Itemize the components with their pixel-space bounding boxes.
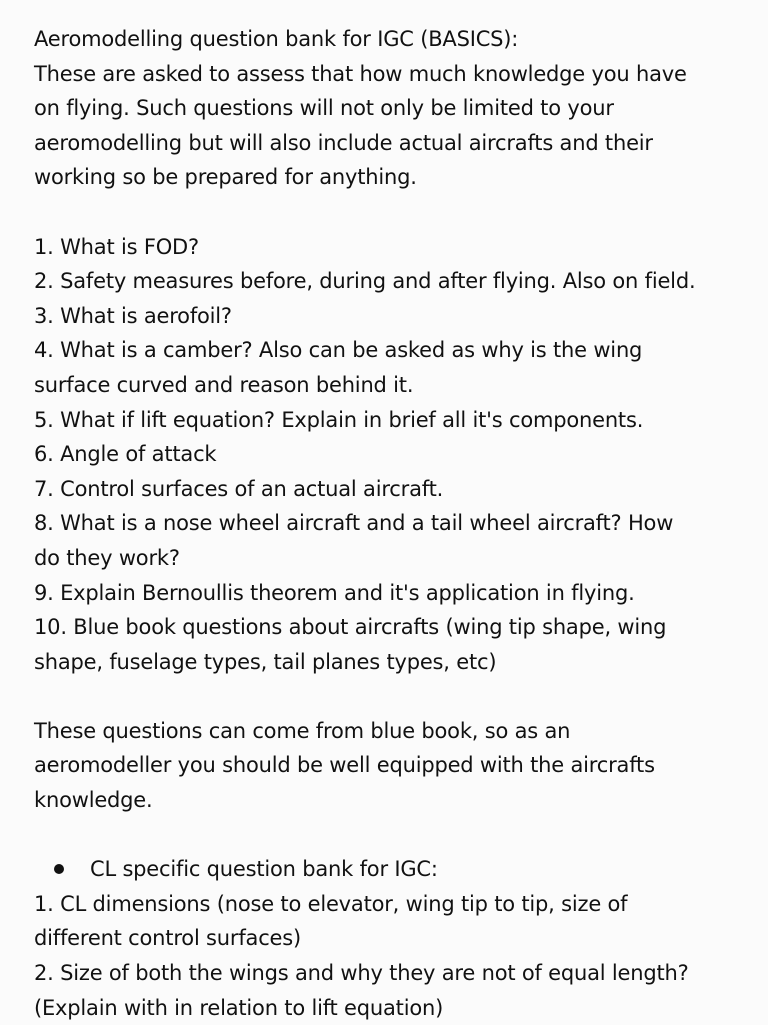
question-line: 5. What if lift equation? Explain in brief all it's components. xyxy=(34,407,644,432)
question-line: 8. What is a nose wheel aircraft and a tail wheel aircraft? How xyxy=(34,511,674,536)
question-line: 10. Blue book questions about aircrafts (wing tip shape, wing xyxy=(34,615,667,640)
question-line: do they work? xyxy=(34,545,180,570)
note-line: These questions can come from blue book, so as an xyxy=(34,718,571,743)
note-paragraph xyxy=(34,714,746,818)
questions-list xyxy=(34,230,746,680)
cl-question-line: 2. Size of both the wings and why they are not of equal length? xyxy=(34,961,689,986)
cl-question-line: 1. CL dimensions (nose to elevator, wing tip to tip, size of xyxy=(34,891,628,916)
intro-line: aeromodelling but will also include actual aircrafts and their xyxy=(34,130,653,155)
question-line: 7. Control surfaces of an actual aircraft. xyxy=(34,476,444,501)
cl-question-line: different control surfaces) xyxy=(34,926,301,951)
note-line: aeromodeller you should be well equipped with the aircrafts xyxy=(34,753,655,778)
document-page xyxy=(34,22,746,1025)
paragraph-gap xyxy=(34,818,746,853)
intro-line: on flying. Such questions will not only be limited to your xyxy=(34,96,614,121)
question-line: 3. What is aerofoil? xyxy=(34,303,232,328)
question-line: 2. Safety measures before, during and after flying. Also on field. xyxy=(34,269,696,294)
intro-title: Aeromodelling question bank for IGC (BASICS): xyxy=(34,27,519,51)
bullet-icon xyxy=(54,864,64,874)
note-line: knowledge. xyxy=(34,788,153,813)
intro-line: These are asked to assess that how much knowledge you have xyxy=(34,61,687,86)
cl-section xyxy=(34,852,746,1025)
intro-line: working so be prepared for anything. xyxy=(34,165,417,190)
question-line: shape, fuselage types, tail planes types, etc) xyxy=(34,649,497,674)
question-line: 1. What is FOD? xyxy=(34,234,199,259)
paragraph-gap xyxy=(34,195,746,230)
question-line: 9. Explain Bernoullis theorem and it's application in flying. xyxy=(34,580,635,605)
cl-section-heading-row xyxy=(34,852,746,887)
question-line: surface curved and reason behind it. xyxy=(34,372,414,397)
question-line: 6. Angle of attack xyxy=(34,442,217,467)
question-line: 4. What is a camber? Also can be asked as why is the wing xyxy=(34,338,643,363)
paragraph-gap xyxy=(34,679,746,714)
cl-section-heading: CL specific question bank for IGC: xyxy=(90,857,438,882)
cl-question-line: (Explain with in relation to lift equation) xyxy=(34,995,444,1020)
intro-paragraph xyxy=(34,22,746,195)
